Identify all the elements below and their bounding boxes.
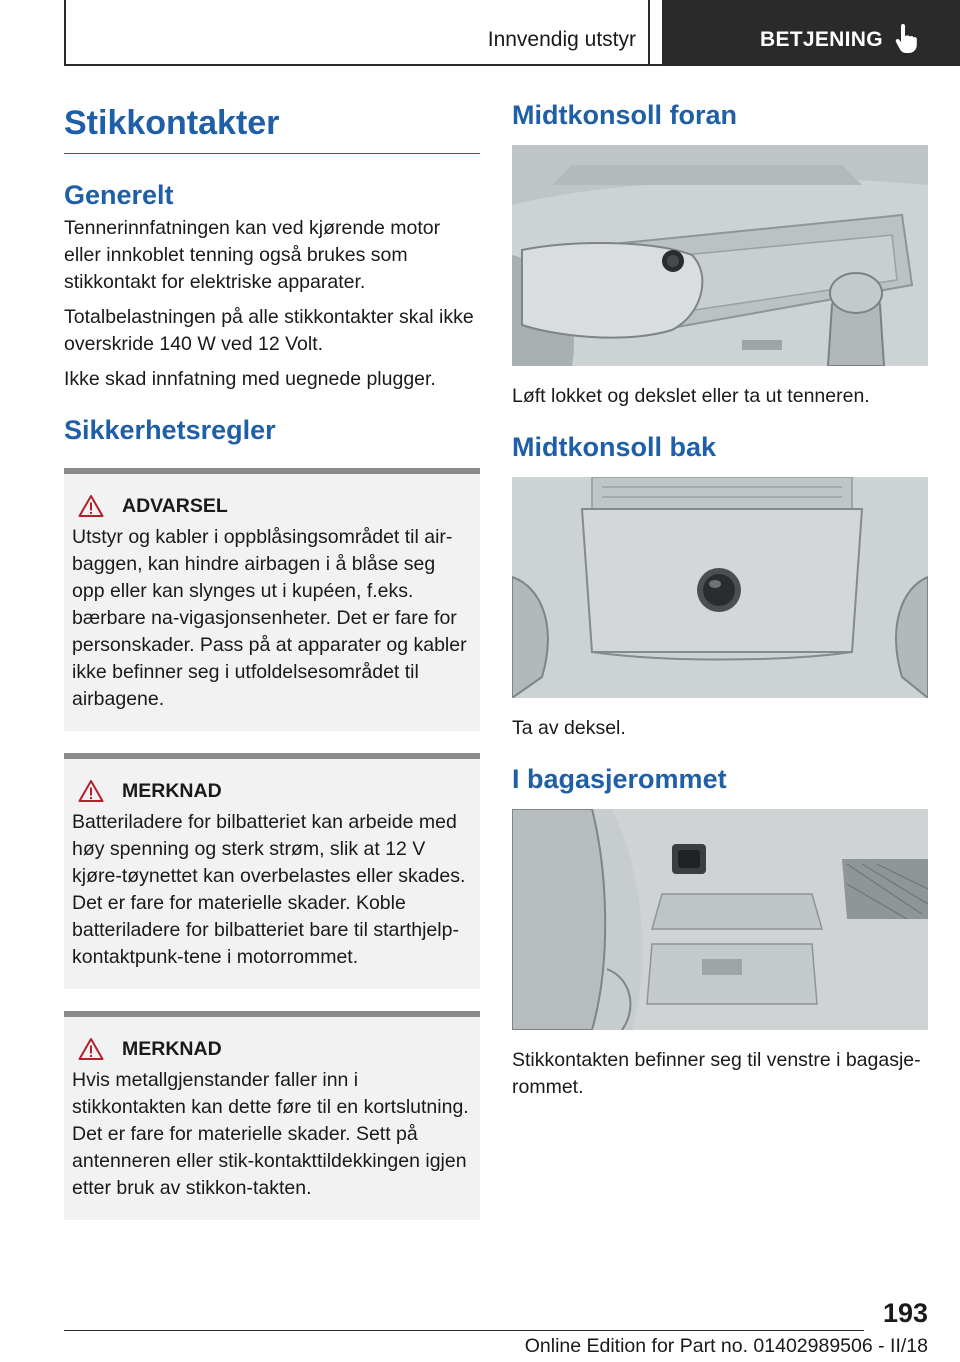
safety-heading: Sikkerhetsregler	[64, 415, 276, 445]
rear-console-caption: Ta av deksel.	[512, 717, 626, 739]
notice-title: MERKNAD	[122, 779, 222, 802]
trunk-caption: Stikkontakten befinner seg til venstre i bagasje-rommet.	[512, 1049, 921, 1098]
notice-text: Utstyr og kabler i oppblåsingsområdet til air-baggen, kan hindre airbagen i å blåse seg opp eller kan slynges ut i kupéen, f.eks. bærbare na-vigasjonsenheter. Det er fare for personskader. Pass på at apparater og kabler ikke befinner seg i utfoldelsesområdet til airbagene.	[72, 526, 467, 710]
notice-text: Batteriladere for bilbatteriet kan arbeide med høy spenning og sterk strøm, slik at 12 V kjøre-tøynettet kan overbelastes eller skades. Det er fare for materielle skader. Koble batteriladere for bilbatteriet bare til starthjelp-kontaktpunk-tene i motorrommet.	[72, 811, 466, 968]
notice-text: Hvis metallgjenstander faller inn i stikkontakten kan dette føre til en kortslutning. Det er fare for materielle skader. Sett på antenneren eller stik-kontakttildekkingen igjen etter bruk av stikkon-takten.	[72, 1069, 469, 1199]
header-rule-divider	[648, 0, 650, 66]
front-console-heading: Midtkonsoll foran	[512, 100, 737, 130]
warning-notice	[64, 468, 480, 731]
warning-triangle-icon	[78, 1037, 104, 1061]
front-console-caption: Løft lokket og dekslet eller ta ut tenneren.	[512, 385, 870, 407]
header-section-title: Innvendig utstyr	[487, 28, 636, 51]
left-column	[64, 100, 480, 1220]
notice-title: MERKNAD	[122, 1037, 222, 1060]
rear-console-heading: Midtkonsoll bak	[512, 432, 717, 462]
general-heading: Generelt	[64, 180, 174, 210]
warning-triangle-icon	[78, 779, 104, 803]
rear-console-illustration	[512, 477, 928, 698]
caution-notice	[64, 753, 480, 989]
header-chapter-tab	[662, 0, 960, 66]
title-rule	[64, 153, 480, 154]
header-chapter-label: BETJENING	[760, 28, 883, 51]
header-rule-left	[64, 0, 66, 66]
footer-rule	[64, 1330, 864, 1331]
page-title: Stikkontakter	[64, 104, 280, 142]
header-rule-bottom	[64, 64, 664, 66]
page-number: 193	[882, 1298, 928, 1328]
right-column	[512, 100, 928, 1101]
edition-label: Online Edition for Part no. 01402989506 - II/18	[524, 1335, 928, 1357]
pointing-hand-icon	[894, 24, 918, 54]
caution-notice	[64, 1011, 480, 1220]
general-paragraph: Tennerinnfatningen kan ved kjørende motor eller innkoblet tenning også brukes som stikkontakt for elektriske apparater.	[64, 217, 441, 293]
general-paragraph: Totalbelastningen på alle stikkontakter skal ikke overskride 140 W ved 12 Volt.	[64, 306, 474, 355]
trunk-heading: I bagasjerommet	[512, 764, 727, 794]
general-paragraph: Ikke skad innfatning med uegnede plugger.	[64, 368, 436, 390]
front-console-illustration	[512, 145, 928, 366]
trunk-illustration	[512, 809, 928, 1030]
notice-title: ADVARSEL	[122, 494, 228, 517]
warning-triangle-icon	[78, 494, 104, 518]
